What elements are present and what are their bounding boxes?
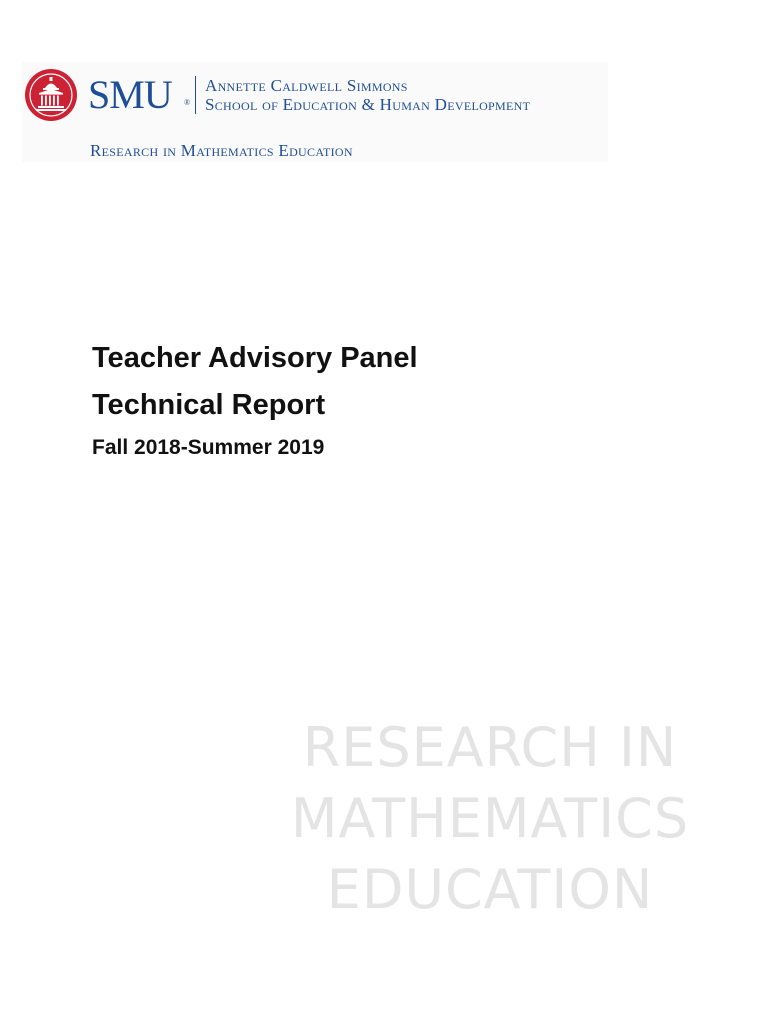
watermark — [250, 712, 730, 925]
watermark-line-1: RESEARCH IN — [302, 716, 678, 779]
smu-logo-text: SMU — [88, 72, 172, 117]
school-name-line-2: School of Education & Human Development — [205, 95, 531, 114]
registered-mark: ® — [184, 98, 191, 107]
report-subtitle: Fall 2018-Summer 2019 — [92, 436, 325, 459]
logo-divider — [195, 76, 196, 114]
watermark-line-2: MATHEMATICS — [290, 787, 690, 850]
smu-seal-icon — [24, 68, 78, 122]
school-name-line-1: Annette Caldwell Simmons — [205, 76, 408, 95]
report-title-line-2: Technical Report — [92, 389, 326, 421]
watermark-line-3: EDUCATION — [326, 858, 654, 921]
program-name: Research in Mathematics Education — [90, 141, 353, 160]
report-title-line-1: Teacher Advisory Panel — [92, 342, 418, 374]
